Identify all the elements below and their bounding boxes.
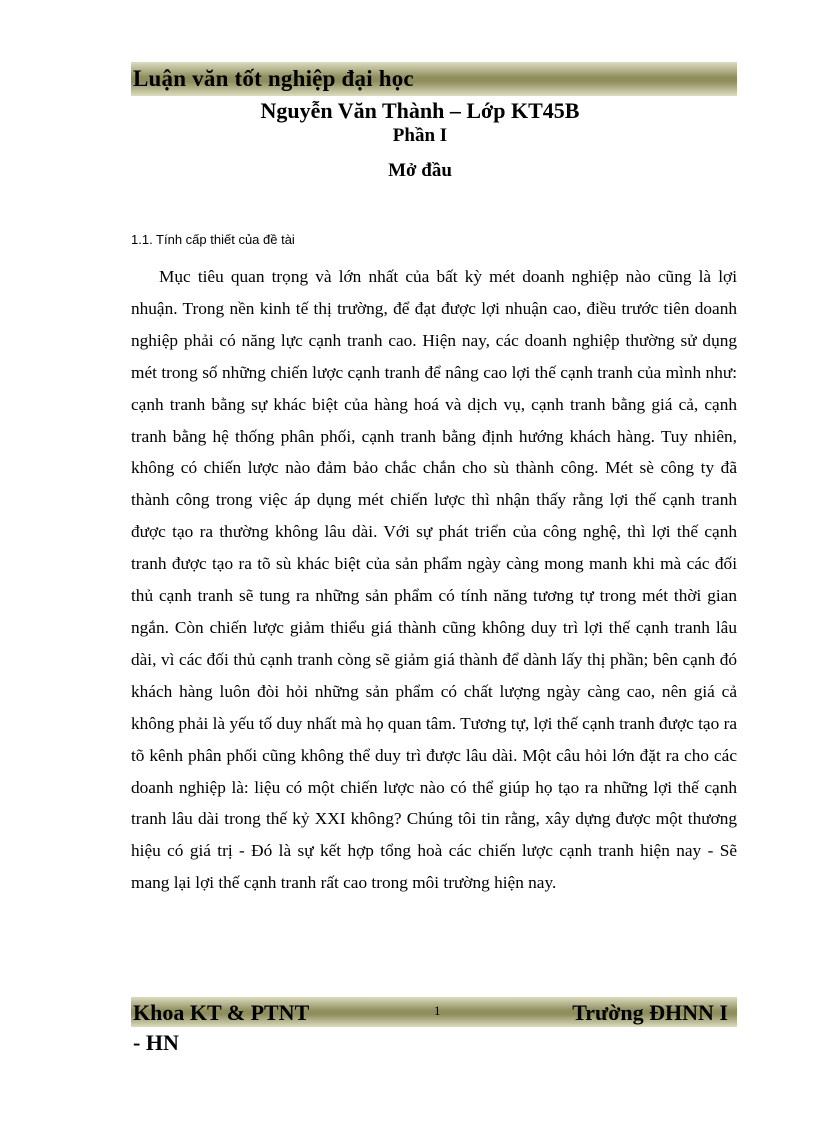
footer-university: Trường ĐHNN I — [572, 1000, 728, 1025]
document-header-title: Luận văn tốt nghiệp đại học — [133, 66, 414, 91]
page-number: 1 — [434, 1003, 441, 1018]
intro-title: Mở đầu — [388, 160, 452, 181]
footer-faculty: Khoa KT & PTNT — [133, 1000, 310, 1025]
footer-continuation: - HN — [133, 1030, 179, 1055]
author-line: Nguyễn Văn Thành – Lớp KT45B — [260, 98, 580, 123]
body-paragraph: Mục tiêu quan trọng và lớn nhất của bất kỳ mét doanh nghiệp nào cũng là lợi nhuận. Trong nền kinh tế thị trường, để đạt được lợi nhuận cao, điều trước tiên doanh nghiệp phải có năng lực cạnh tranh cao. Hiện nay, các doanh nghiệp thường sử dụng mét trong số những chiến lược cạnh tranh để nâng cao lợi thế cạnh tranh của mình như: cạnh tranh bằng sự khác biệt của hàng hoá và dịch vụ, cạnh tranh bằng giá cả, cạnh tranh bằng hệ thống phân phối, cạnh tranh bằng định hướng khách hàng. Tuy nhiên, không có chiến lược nào đảm bảo chắc chắn cho sù thành công. Mét sè công ty đã thành công trong việc áp dụng mét chiến lược thì nhận thấy rằng lợi thế cạnh tranh được tạo ra thường không lâu dài. Với sự phát triển của công nghệ, thì lợi thế cạnh tranh được tạo ra tõ sù khác biệt của sản phẩm ngày càng mong manh khi mà các đối thủ cạnh tranh sẽ tung ra những sản phẩm có tính năng tương tự trong mét thời gian ngắn. Còn chiến lược giảm thiểu giá thành cũng không duy trì lợi thế cạnh tranh lâu dài, vì các đối thủ cạnh tranh còng sẽ giảm giá thành để dành lấy thị phần; bên cạnh đó khách hàng luôn đòi hỏi những sản phẩm có chất lượng ngày càng cao, nên giá cả không phải là yếu tố duy nhất mà họ quan tâm. Tương tự, lợi thế cạnh tranh được tạo ra tõ kênh phân phối cũng không thể duy trì được lâu dài. Một câu hỏi lớn đặt ra cho các doanh nghiệp là: liệu có một chiến lược nào có thể giúp họ tạo ra những lợi thế cạnh tranh lâu dài trong thế kỷ XXI không? Chúng tôi tin rằng, xây dựng được một thương hiệu có giá trị - Đó là sự kết hợp tổng hoà các chiến lược cạnh tranh hiện nay - Sẽ mang lại lợi thế cạnh tranh rất cao trong môi trường hiện nay. — [131, 267, 737, 893]
section-heading: 1.1. Tính cấp thiết của đề tài — [131, 232, 295, 247]
part-title: Phần I — [392, 125, 448, 146]
